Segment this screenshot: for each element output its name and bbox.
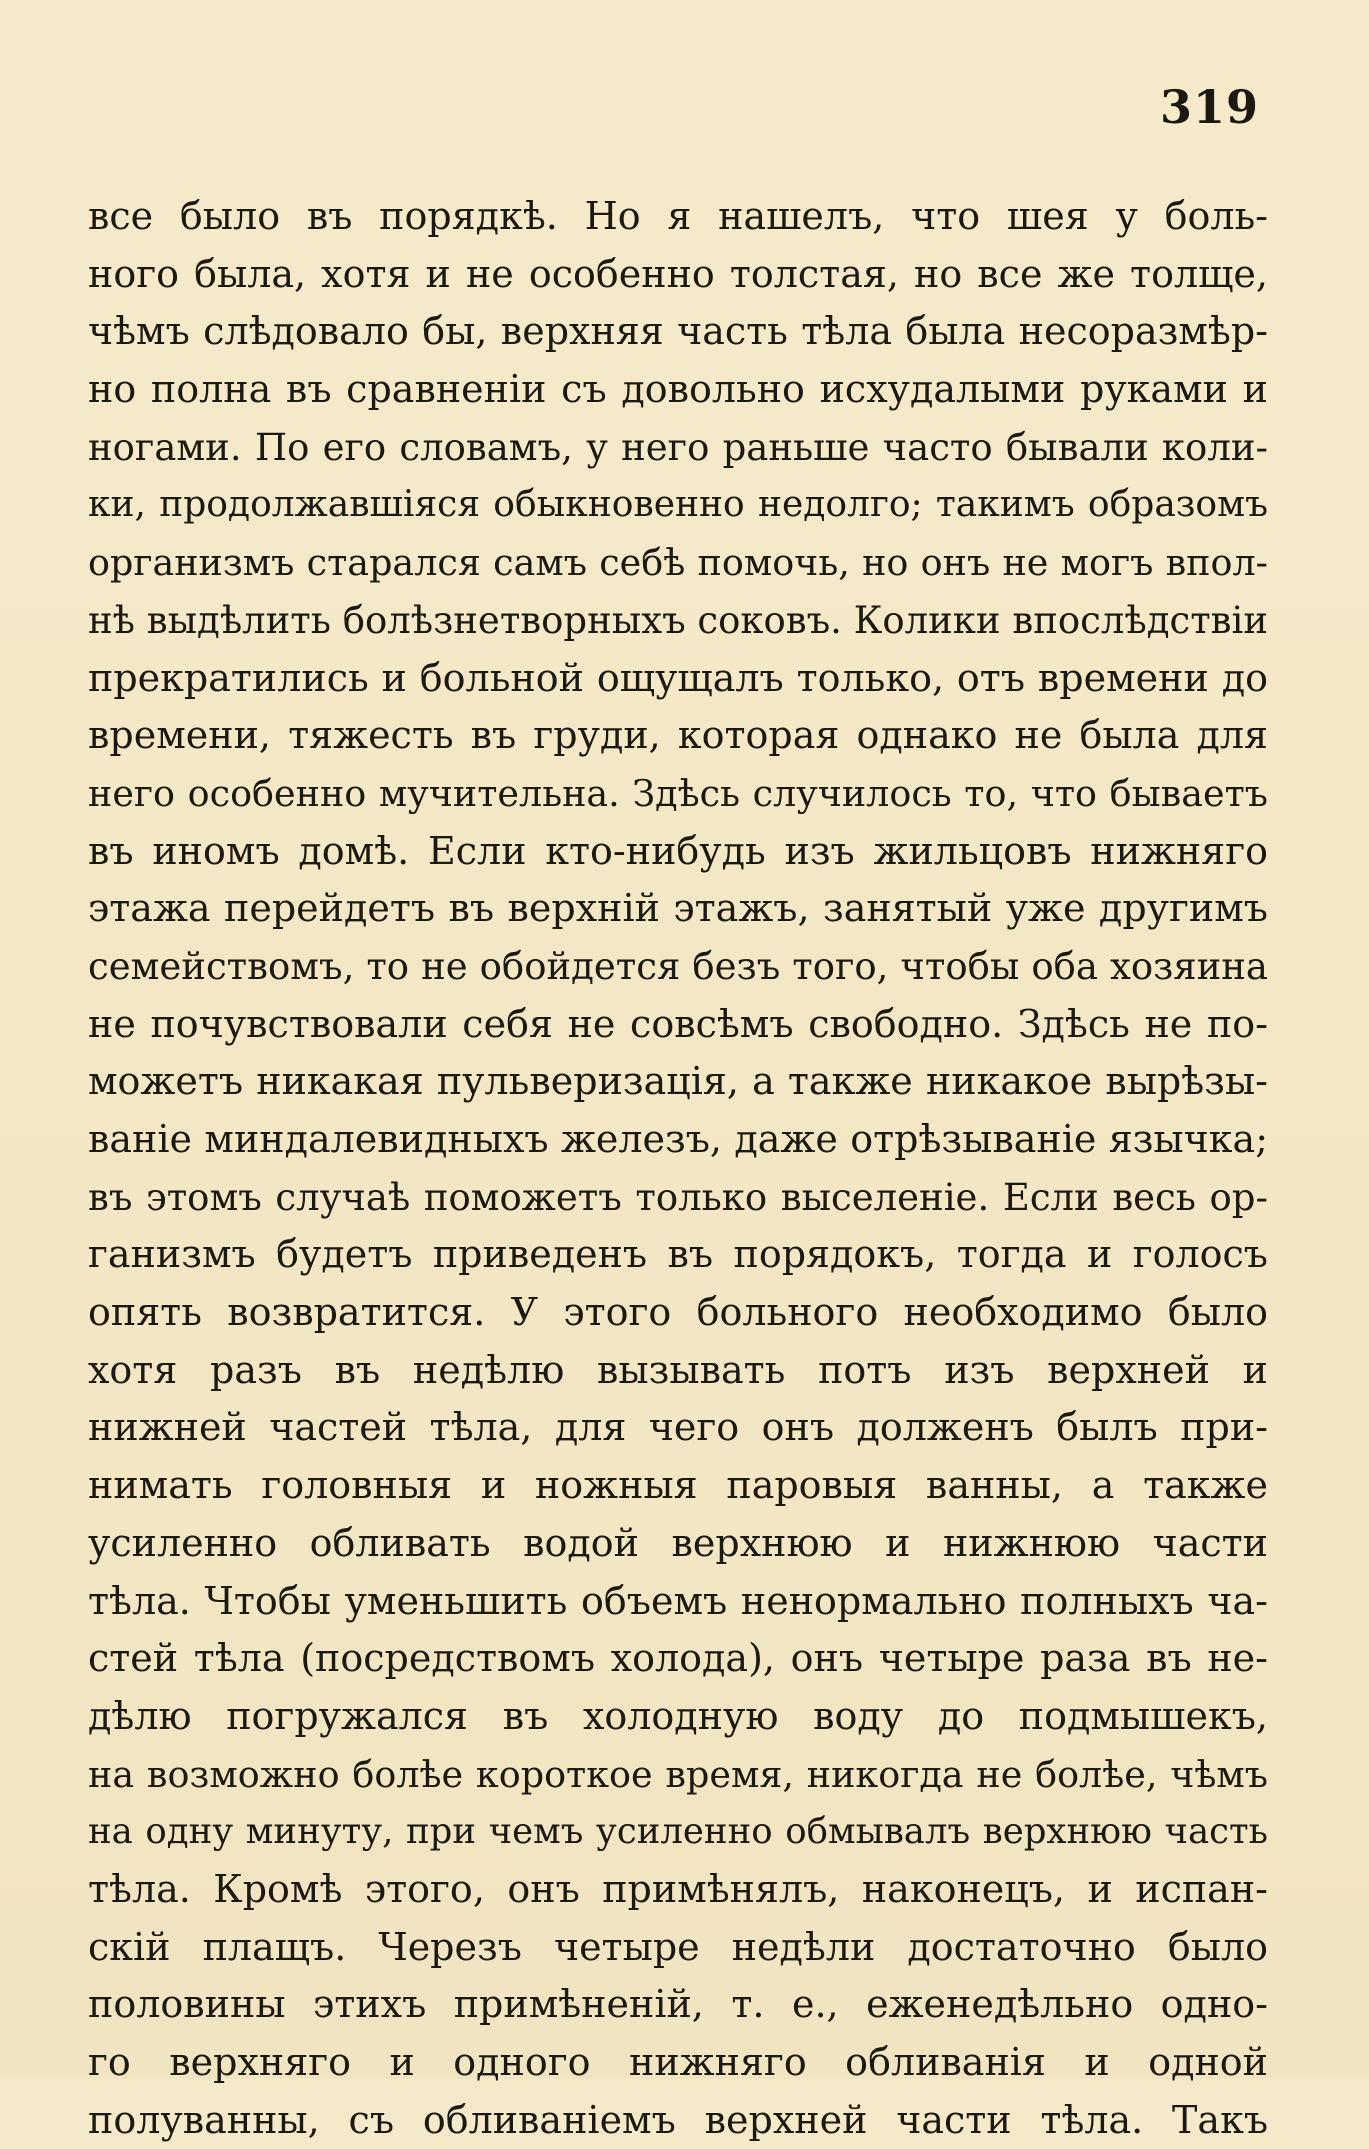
text-line: полуванны, съ обливаніемъ верхней части тѣла. Такъ (88, 2097, 1268, 2142)
text-line: все было въ порядкѣ. Но я нашелъ, что шея у боль- (88, 194, 1268, 238)
text-line: чѣмъ слѣдовало бы, верхняя часть тѣла была несоразмѣр- (88, 309, 1268, 354)
text-line: не почувствовали себя не совсѣмъ свободно. Здѣсь не по- (88, 1001, 1268, 1046)
text-line: прекратились и больной ощущалъ только, отъ времени до (88, 655, 1268, 700)
text-line: него особенно мучительна. Здѣсь случилось то, что бываетъ (88, 771, 1268, 815)
text-line: опять возвратится. У этого больного необходимо было (88, 1290, 1268, 1335)
text-line: нимать головныя и ножныя паровыя ванны, а также (88, 1463, 1268, 1508)
text-line: усиленно обливать водой верхнюю и нижнюю части (88, 1520, 1268, 1565)
text-line: въ иномъ домѣ. Если кто-нибудь изъ жильцовъ нижняго (88, 828, 1268, 873)
text-line: тѣла. Кромѣ этого, онъ примѣнялъ, наконецъ, и испан- (88, 1866, 1268, 1911)
text-line: ки, продолжавшіяся обыкновенно недолго; такимъ образомъ (88, 484, 1268, 526)
text-line: ганизмъ будетъ приведенъ въ порядокъ, тогда и голосъ (88, 1232, 1268, 1277)
text-line: семействомъ, то не обойдется безъ того, чтобы оба хозяина (88, 944, 1268, 988)
text-line: ногами. По его словамъ, у него раньше часто бывали коли- (88, 425, 1268, 469)
text-line: нѣ выдѣлить болѣзнетворныхъ соковъ. Колики впослѣдствіи (88, 598, 1268, 642)
text-line: организмъ старался самъ себѣ помочь, но онъ не могъ впол- (88, 541, 1268, 585)
text-line: половины этихъ примѣненій, т. е., еженедѣльно одно- (88, 1982, 1268, 2027)
text-line: въ этомъ случаѣ поможетъ только выселеніе. Если весь ор- (88, 1175, 1268, 1219)
text-line: ного была, хотя и не особенно толстая, но все же толще, (88, 251, 1268, 296)
text-line: ваніе миндалевидныхъ железъ, даже отрѣзываніе язычка; (88, 1117, 1268, 1161)
text-line: на одну минуту, при чемъ усиленно обмывалъ верхнюю часть (88, 1811, 1268, 1853)
text-line: времени, тяжесть въ груди, которая однако не была для (88, 713, 1268, 758)
text-line: на возможно болѣе короткое время, никогда не болѣе, чѣмъ (88, 1752, 1268, 1796)
text-line: нижней частей тѣла, для чего онъ долженъ былъ при- (88, 1405, 1268, 1450)
text-line: дѣлю погружался въ холодную воду до подмышекъ, (88, 1693, 1268, 1738)
text-line: этажа перейдетъ въ верхній этажъ, занятый уже другимъ (88, 886, 1268, 931)
text-line: скій плащъ. Черезъ четыре недѣли достаточно было (88, 1924, 1268, 1969)
text-line: но полна въ сравненіи съ довольно исхудалыми руками и (88, 367, 1268, 412)
page-number: 319 (1159, 80, 1259, 134)
text-line: стей тѣла (посредствомъ холода), онъ четыре раза въ не- (88, 1636, 1268, 1681)
text-line: хотя разъ въ недѣлю вызывать потъ изъ верхней и (88, 1347, 1268, 1392)
text-line: го верхняго и одного нижняго обливанія и одной (88, 2040, 1268, 2084)
body-text (88, 188, 1268, 2149)
text-line: можетъ никакая пульверизація, а также никакое вырѣзы- (88, 1059, 1268, 1104)
text-line: тѣла. Чтобы уменьшить объемъ ненормально полныхъ ча- (88, 1578, 1268, 1623)
